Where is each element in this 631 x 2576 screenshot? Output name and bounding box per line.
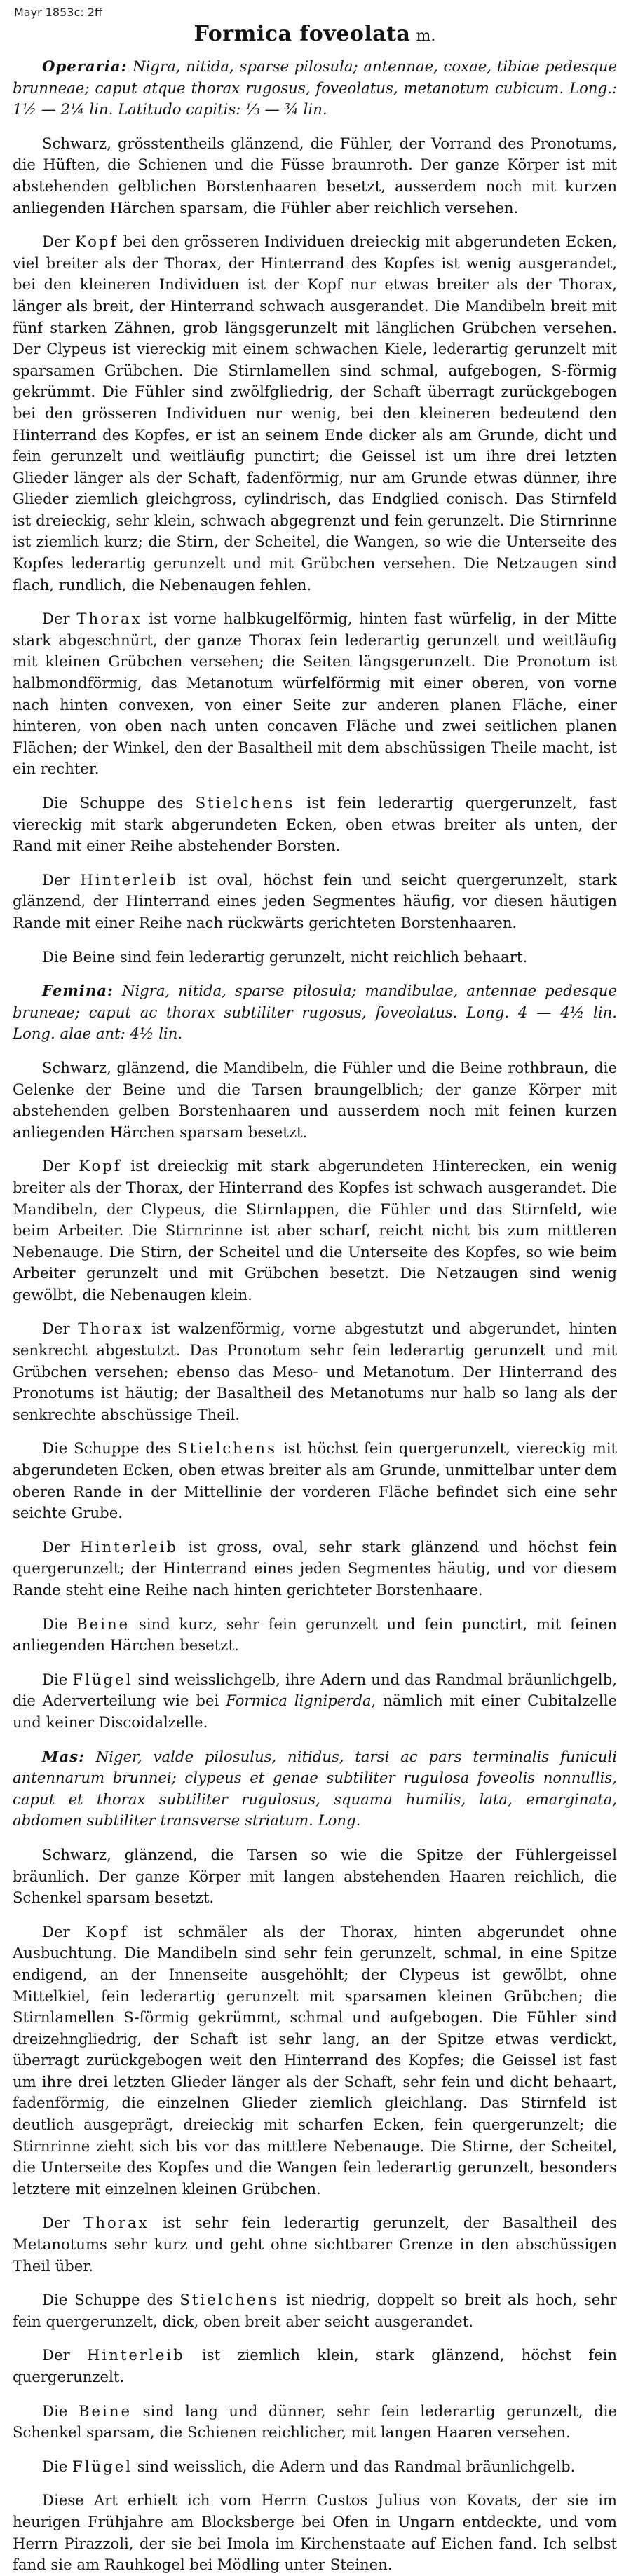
keyword-fluegel: Flügel <box>72 2457 133 2475</box>
femina-diagnosis-text: Nigra, nitida, sparse pilosula; mandibulae, antennae pedesque bruneae; caput ac thorax subtiliter rugosus, foveolatus. Long. 4 — 4½ lin. Long. alae ant: 4½ lin. <box>13 982 617 1043</box>
keyword-beine: Beine <box>76 1615 130 1633</box>
species-title <box>13 22 617 46</box>
mas-kopf-paragraph: Der Kopf ist schmäler als der Thorax, hinten abgerundet ohne Ausbuchtung. Die Mandibeln sind sehr fein gerunzelt, schmal, in eine Spitze endigend, an der Innenseite ausgehöhlt; der Clypeus ist gewölbt, ohne Mittelkiel, fein lederartig gerunzelt mit sparsamen kleinen Grübchen; die Stirnlamellen S-förmig gekrümmt, schmal und aufgebogen. Die Fühler sind dreizehngliedrig, der Schaft ist sehr lang, an der Spitze etwas verdickt, überragt zurückgebogen weit den Hinterrand des Kopfes; die Geissel ist fast um ihre drei letzten Glieder länger als der Schaft, sehr fein und dicht behaart, fadenförmig, die einzelnen Glieder ziemlich gleichlang. Das Stirnfeld ist deutlich ausgeprägt, dreieckig mit scharfen Ecken, fein quergerunzelt; die Stirnrinne zieht sich bis vor das mittlere Nebenauge. Die Stirne, der Scheitel, die Unterseite des Kopfes und die Wangen fein lederartig gerunzelt, besonders letztere mit einzelnen kleinen Grübchen. <box>13 1922 617 2198</box>
keyword-thorax: Thorax <box>83 2214 149 2232</box>
operaria-schuppe-paragraph: Die Schuppe des Stielchens ist fein lederartig quergerunzelt, fast viereckig mit stark abgerundeten Ecken, oben etwas breiter als unten, der Rand mit einer Reihe abstehender Borsten. <box>13 794 617 855</box>
keyword-hinterleib: Hinterleib <box>80 870 179 889</box>
femina-hinterleib-paragraph: Der Hinterleib ist gross, oval, sehr stark glänzend und höchst fein quergerunzelt; der Hinterrand eines jeden Segmentes häutig, und vor diesem Rande steht eine Reihe nach hinten gerichteter Borstenhaare. <box>13 1537 618 1598</box>
femina-colour-paragraph: Schwarz, glänzend, die Mandibeln, die Fühler und die Beine rothbraun, die Gelenke der Beine und die Tarsen braungelblich; der ganze Körper mit abstehenden gelben Borstenhaaren und ausserdem noch mit feinen kurzen anliegenden Härchen sparsam besetzt. <box>13 1058 617 1141</box>
keyword-kopf: Kopf <box>79 1157 122 1175</box>
keyword-hinterleib: Hinterleib <box>86 2346 185 2364</box>
mas-schuppe-paragraph: Die Schuppe des Stielchens ist niedrig, doppelt so breit als hoch, sehr fein quergerunzelt, dick, oben breit aber seicht ausgerandet. <box>13 2291 618 2330</box>
caste-label-femina: Femina: <box>42 982 114 1000</box>
caste-label-mas: Mas: <box>42 1747 85 1765</box>
closing-paragraph: Diese Art erhielt ich vom Herrn Custos Julius von Kovats, der sie im heurigen Frühjahre am Blocksberge bei Ofen in Ungarn entdeckte, und vom Herrn Pirazzoli, der sie bei Imola im Kirchenstaate auf Eichen fand. Ich selbst fand sie am Rauhkogel bei Mödling unter Steinen. <box>13 2491 617 2574</box>
mas-diagnosis <box>13 1746 617 1832</box>
femina-thorax-paragraph: Der Thorax ist walzenförmig, vorne abgestutzt und abgerundet, hinten senkrecht abgestutzt. Das Pronotum sehr fein lederartig gerunzelt und mit Grübchen versehen; ebenso das Meso- und Metanotum. Der Hinterrand des Pronotums ist häutig; der Basaltheil des Metanotums nur halb so lang als der senkrechte abschüssige Theil. <box>13 1320 618 1423</box>
keyword-stielchens: Stielchens <box>177 1439 277 1458</box>
keyword-stielchens: Stielchens <box>195 794 295 811</box>
operaria-thorax-paragraph: Der Thorax ist vorne halbkugelförmig, hinten fast würfelig, in der Mitte stark abgeschnürt, der ganze Thorax fein lederartig gerunzelt und weitläufig mit kleinen Grübchen versehen; die Seiten längsgerunzelt. Die Pronotum ist halbmondförmig, das Metanotum würfelförmig mit einer oberen, von vorne nach hinten convexen, von einer Seite zur anderen planen Fläche, einer hinteren, von oben nach unten concaven Fläche und zwei seitlichen planen Flächen; der Winkel, den der Basaltheil mit dem abschüssigen Theile macht, ist ein rechter. <box>13 610 617 778</box>
operaria-colour-paragraph: Schwarz, grösstentheils glänzend, die Fühler, der Vorrand des Pronotums, die Hüften, die Schienen und die Füsse braunroth. Der ganze Körper ist mit abstehenden gelblichen Borstenhaaren besetzt, ausserdem noch mit kurzen anliegenden Härchen sparsam, die Fühler aber reichlich versehen. <box>13 134 617 217</box>
caste-label-operaria: Operaria: <box>42 57 128 75</box>
operaria-diagnosis-text: Nigra, nitida, sparse pilosula; antennae, coxae, tibiae pedesque brunneae; caput atque thorax rugosus, foveolatus, metanotum cubicum. Long.: 1½ — 2¼ lin. Latitudo capitis: ⅓ — ¾ lin. <box>13 57 617 118</box>
keyword-thorax: Thorax <box>76 610 142 628</box>
femina-schuppe-paragraph: Die Schuppe des Stielchens ist höchst fein quergerunzelt, viereckig mit abgerundeten Ecken, oben etwas breiter als am Grunde, unmittelbar unter dem oberen Rande in der Mittellinie der vorderen Fläche befindet sich eine sehr seichte Grube. <box>13 1439 618 1522</box>
mas-colour-paragraph: Schwarz, glänzend, die Tarsen so wie die Spitze der Fühlergeissel bräunlich. Der ganze Körper mit langen abstehenden Haaren reichlich, die Schenkel sparsam besetzt. <box>13 1845 617 1907</box>
operaria-kopf-paragraph: Der Kopf bei den grösseren Individuen dreieckig mit abgerundeten Ecken, viel breiter als der Thorax, der Hinterrand des Kopfes ist wenig ausgerandet, bei den kleineren Individuen ist der Kopf nur etwas breiter als der Thorax, länger als breit, der Hinterrand schwach ausgerandet. Die Mandibeln breit mit fünf starken Zähnen, grob längsgerunzelt mit länglichen Grübchen versehen. Der Clypeus ist viereckig mit einem schwachen Kiele, lederartig gerunzelt mit sparsamen Grübchen. Die Stirnlamellen sind schmal, aufgebogen, S-förmig gekrümmt. Die Fühler sind zwölfgliedrig, der Schaft überragt zurückgebogen bei den grösseren Individuen nur wenig, bei den kleineren bedeutend den Hinterrand des Kopfes, er ist an seinem Ende dicker als am Grunde, dicht und fein gerunzelt und weitläufig punctirt; die Geissel ist um ihre drei letzten Glieder länger als der Schaft, fadenförmig, nur am Grunde etwas dünner, ihre Glieder ziemlich gleichgross, cylindrisch, das Endglied conisch. Das Stirnfeld ist dreieckig, sehr klein, schwach abgegrenzt und fein gerunzelt. Die Stirnrinne ist ziemlich kurz; die Stirn, der Scheitel, die Wangen, so wie die Unterseite des Kopfes lederartig gerunzelt und mit Grübchen versehen. Die Netzaugen sind flach, rundlich, die Nebenaugen fehlen. <box>13 233 618 594</box>
mas-thorax-paragraph: Der Thorax ist sehr fein lederartig gerunzelt, der Basaltheil des Metanotums sehr kurz und geht ohne sichtbarer Grenze in den abschüssigen Theil über. <box>13 2214 617 2275</box>
operaria-diagnosis <box>13 56 617 121</box>
mas-beine-paragraph: Die Beine sind lang und dünner, sehr fein lederartig gerunzelt, die Schenkel sparsam, die Schienen reichlicher, mit langen Haaren versehen. <box>13 2402 617 2441</box>
keyword-kopf: Kopf <box>74 233 118 251</box>
operaria-hinterleib-paragraph: Der Hinterleib ist oval, höchst fein und seicht quergerunzelt, stark glänzend, der Hinterrand eines jeden Segmentes häufig, vor diesen häutigen Rande mit einer Reihe nach rückwärts gerichteten Borstenhaaren. <box>13 870 617 931</box>
femina-diagnosis <box>13 980 617 1045</box>
species-name: Formica foveolata <box>194 22 411 46</box>
keyword-hinterleib: Hinterleib <box>80 1537 178 1556</box>
mas-diagnosis-text: Niger, valde pilosulus, nitidus, tarsi ac pars terminalis funiculi antennarum brunnei; clypeus et genae subtiliter rugulosa foveolis nonnullis, caput et thorax subtiliter rugulosus, squama humilis, lata, emarginata, abdomen subtiliter transverse striatum. Long. <box>13 1747 617 1830</box>
femina-fluegel-paragraph: Die Flügel sind weisslichgelb, ihre Adern und das Randmal bräunlichgelb, die Aderverteilung wie bei Formica ligniperda, nämlich mit einer Cubitalzelle und keiner Discoidalzelle. <box>13 1670 618 1731</box>
keyword-stielchens: Stielchens <box>179 2291 280 2309</box>
femina-beine-paragraph: Die Beine sind kurz, sehr fein gerunzelt und fein punctirt, mit feinen anliegenden Härchen besetzt. <box>13 1615 617 1654</box>
species-author: m. <box>416 27 436 45</box>
mas-fluegel-paragraph: Die Flügel sind weisslich, die Adern und das Randmal bräunlichgelb. <box>42 2457 576 2475</box>
keyword-thorax: Thorax <box>78 1320 144 1338</box>
species-reference: Formica ligniperda <box>226 1692 372 1710</box>
source-reference: Mayr 1853c: 2ff <box>14 6 102 19</box>
keyword-beine: Beine <box>78 2402 133 2420</box>
operaria-beine-paragraph: Die Beine sind fein lederartig gerunzelt, nicht reichlich behaart. <box>42 947 528 966</box>
keyword-kopf: Kopf <box>85 1922 129 1940</box>
femina-kopf-paragraph: Der Kopf ist dreieckig mit stark abgerundeten Hinterecken, ein wenig breiter als der Thorax, der Hinterrand des Kopfes ist schwach ausgerandet. Die Mandibeln, der Clypeus, die Stirnlappen, die Fühler und das Stirnfeld, wie beim Arbeiter. Die Stirnrinne ist aber scharf, reicht nicht bis zum mittleren Nebenauge. Die Stirn, der Scheitel und die Unterseite des Kopfes, so wie beim Arbeiter gerunzelt und mit Grübchen besetzt. Die Netzaugen sind wenig gewölbt, die Nebenaugen klein. <box>13 1157 617 1303</box>
keyword-fluegel: Flügel <box>72 1670 133 1688</box>
mas-hinterleib-paragraph: Der Hinterleib ist ziemlich klein, stark glänzend, höchst fein quergerunzelt. <box>13 2346 618 2385</box>
